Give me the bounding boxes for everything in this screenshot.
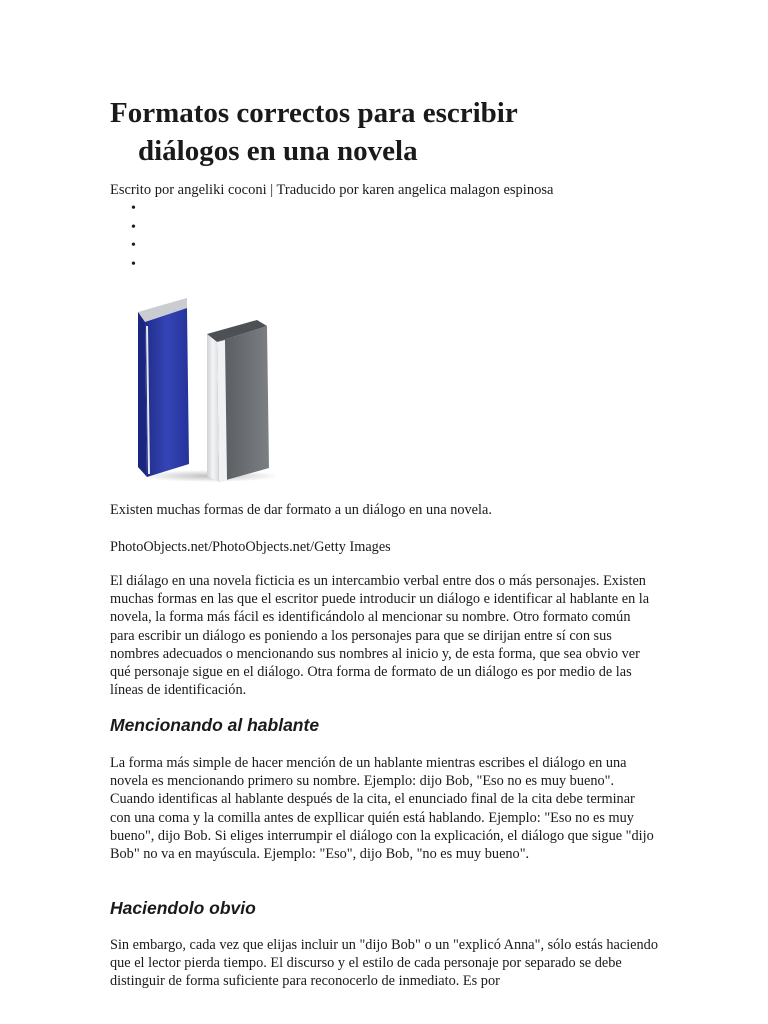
article-title xyxy=(110,94,670,170)
section-heading-haciendolo: Haciendolo obvio xyxy=(110,898,256,918)
share-bullet-list xyxy=(110,200,132,274)
byline: Escrito por angeliki coconi | Traducido por karen angelica malagon espinosa xyxy=(110,182,554,198)
intro-paragraph: El diálago en una novela ficticia es un intercambio verbal entre dos o más personajes. Existen muchas formas en las que el escritor puede introducir un diálogo e identificar al hablante en la novela, la forma más fácil es identificándolo al mencionar su nombre. Otro formato común para escribir un diálogo es poniendo a los personajes para que se dirijan entre sí con sus nombres adecuados o mencionando sus nombres al inicio y, de esta forma, que sea obvio ver qué personaje sigue en el diálogo. Otra forma de formato de un diálogo es por medio de las líneas de identificación. xyxy=(110,573,650,699)
share-bullet[interactable] xyxy=(110,200,132,219)
books-image xyxy=(135,292,275,482)
share-bullet[interactable] xyxy=(110,256,132,275)
image-credit: PhotoObjects.net/PhotoObjects.net/Getty Images xyxy=(110,539,391,555)
share-bullet[interactable] xyxy=(110,219,132,238)
image-caption: Existen muchas formas de dar formato a un diálogo en una novela. xyxy=(110,502,492,518)
share-bullet[interactable] xyxy=(110,237,132,256)
title-line-1: Formatos correctos para escribir xyxy=(110,97,518,129)
title-line-2: diálogos en una novela xyxy=(138,135,418,167)
section-paragraph-haciendolo: Sin embargo, cada vez que elijas incluir un "dijo Bob" o un "explicó Anna", sólo estás haciendo que el lector pierda tiempo. El discurso y el estilo de cada personaje por separado se debe distinguir de forma suficiente para reconocerlo de inmediato. Es por xyxy=(110,937,658,990)
section-paragraph-mencionando: La forma más simple de hacer mención de un hablante mientras escribes el diálogo en una novela es mencionando primero su nombre. Ejemplo: dijo Bob, "Eso no es muy bueno". Cuando identificas al hablante después de la cita, el enunciado final de la cita debe terminar con una coma y la comilla antes de expllicar quién está hablando. Ejemplo: "Eso no es muy bueno", dijo Bob. Si eliges interrumpir el diálogo con la explicación, el diálogo que sigue "dijo Bob" no va en mayúscula. Ejemplo: "Eso", dijo Bob, "no es muy bueno". xyxy=(110,755,654,863)
section-heading-mencionando: Mencionando al hablante xyxy=(110,715,320,735)
